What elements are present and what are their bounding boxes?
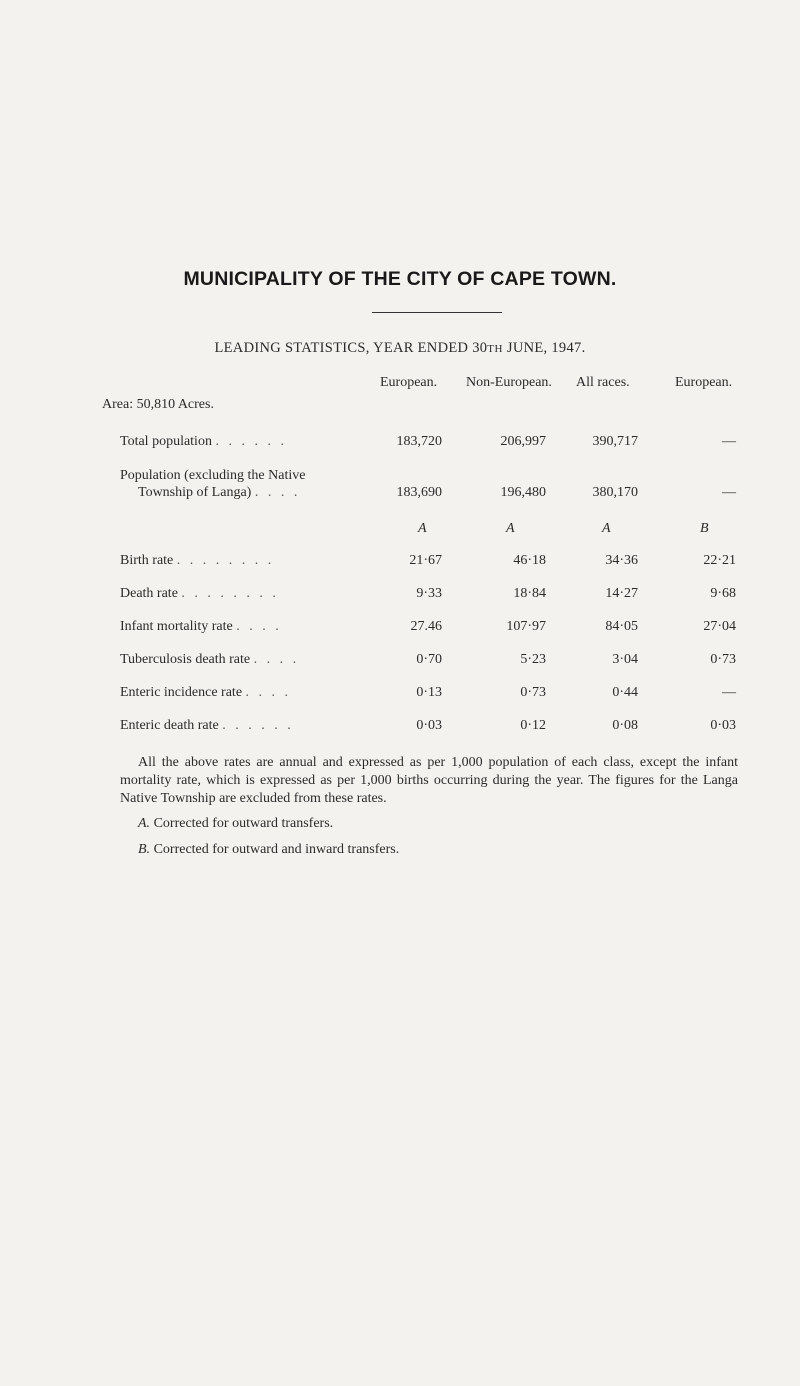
table-cell: 5·23 <box>520 652 546 667</box>
table-cell: 390,717 <box>592 434 638 449</box>
column-header: European. <box>675 375 733 390</box>
table-cell: 46·18 <box>513 553 546 568</box>
table-cell: 14·27 <box>605 586 638 601</box>
table-cell: 0·44 <box>612 685 638 700</box>
table-cell: 27·04 <box>703 619 736 634</box>
table-cell: — <box>722 485 736 500</box>
table-cell: 0·13 <box>416 685 442 700</box>
table-cell: 183,690 <box>396 485 442 500</box>
title-divider <box>372 312 502 313</box>
table-cell: 22·21 <box>703 553 736 568</box>
row-label: Township of Langa) . . . . <box>138 485 301 500</box>
table-cell: 0·03 <box>416 718 442 733</box>
area-label: Area: 50,810 Acres. <box>102 397 214 412</box>
table-cell: 0·03 <box>710 718 736 733</box>
table-cell: 380,170 <box>592 485 638 500</box>
table-cell: 107·97 <box>506 619 546 634</box>
row-label: Infant mortality rate . . . . <box>120 619 282 634</box>
column-header: Non-European. <box>466 375 552 390</box>
table-cell: 18·84 <box>513 586 546 601</box>
footnote-a: A. Corrected for outward transfers. <box>138 816 334 831</box>
row-label: Death rate . . . . . . . . <box>120 586 279 601</box>
table-cell: 3·04 <box>612 652 638 667</box>
table-cell: — <box>722 685 736 700</box>
row-label: Birth rate . . . . . . . . <box>120 553 275 568</box>
table-cell: 34·36 <box>605 553 638 568</box>
explanatory-paragraph: All the above rates are annual and expressed as per 1,000 population of each class, except the infant mortality rate, which is expressed as per 1,000 births occurring during the year. The figures for the Langa Native Township are excluded from these rates. <box>120 755 738 806</box>
table-cell: 0·73 <box>710 652 736 667</box>
table-cell: 9·68 <box>710 586 736 601</box>
table-cell: 84·05 <box>605 619 638 634</box>
table-cell: 183,720 <box>396 434 442 449</box>
row-label: Population (excluding the Native <box>120 468 306 483</box>
table-cell: 0·70 <box>416 652 442 667</box>
correction-marker: A <box>418 521 427 536</box>
column-header: All races. <box>576 375 630 390</box>
page-subtitle: LEADING STATISTICS, YEAR ENDED 30TH JUNE, 1947. <box>214 340 586 356</box>
footnote-b: B. Corrected for outward and inward transfers. <box>138 842 400 857</box>
table-cell: — <box>722 434 736 449</box>
row-label: Tuberculosis death rate . . . . <box>120 652 300 667</box>
column-header: European. <box>380 375 438 390</box>
row-label: Enteric death rate . . . . . . <box>120 718 294 733</box>
table-cell: 9·33 <box>416 586 442 601</box>
table-cell: 206,997 <box>500 434 546 449</box>
table-cell: 21·67 <box>409 553 442 568</box>
table-cell: 27.46 <box>410 619 442 634</box>
row-label: Enteric incidence rate . . . . <box>120 685 292 700</box>
table-cell: 0·73 <box>520 685 546 700</box>
correction-marker: A <box>602 521 611 536</box>
correction-marker: A <box>506 521 515 536</box>
table-cell: 0·12 <box>520 718 546 733</box>
table-cell: 196,480 <box>500 485 546 500</box>
table-cell: 0·08 <box>612 718 638 733</box>
page-title: MUNICIPALITY OF THE CITY OF CAPE TOWN. <box>183 268 617 290</box>
correction-marker: B <box>700 521 709 536</box>
row-label: Total population . . . . . . <box>120 434 287 449</box>
